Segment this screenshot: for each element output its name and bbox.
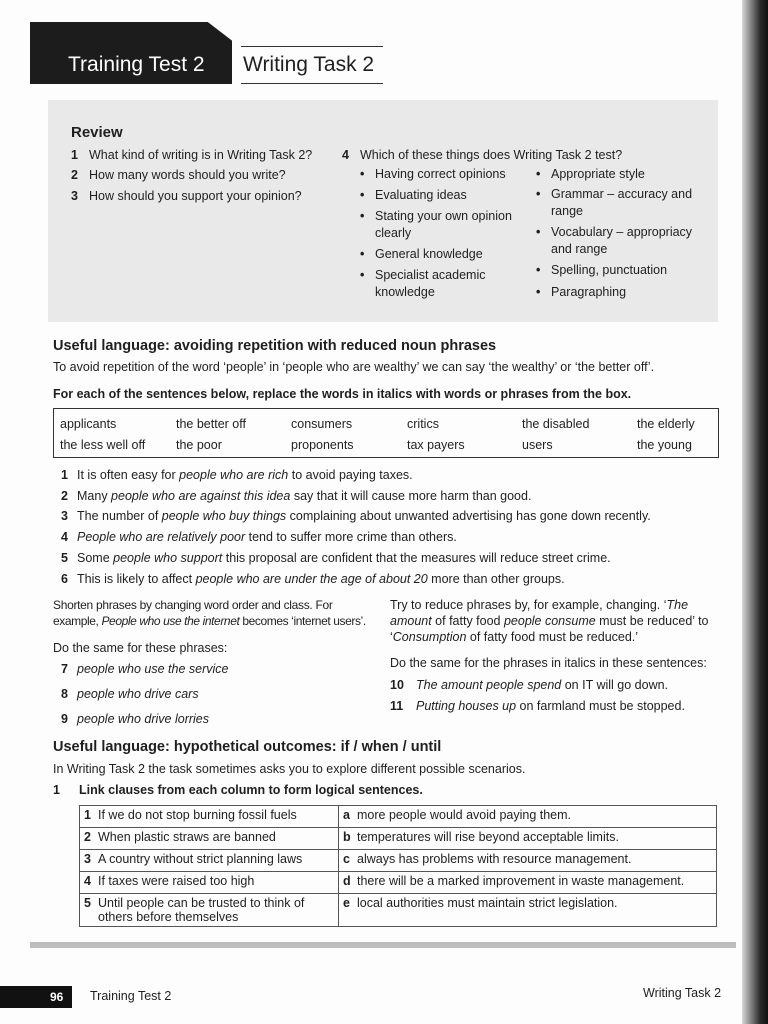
table-row xyxy=(80,872,717,894)
bullet-item: • General knowledge xyxy=(375,246,525,263)
bullet-item: • Stating your own opinion clearly xyxy=(375,208,525,242)
section-title: Useful language: hypothetical outcomes: if / when / until xyxy=(53,739,442,755)
section-instruction: For each of the sentences below, replace the words in italics with words or phrases from the box. xyxy=(53,387,632,401)
table-cell: a more people would avoid paying them. xyxy=(339,806,717,828)
review-question: 2 How many words should you write? xyxy=(71,168,286,182)
table-cell: 4 If taxes were raised too high xyxy=(80,872,339,894)
box-word: users xyxy=(522,438,553,452)
right-col-line: ‘Consumption of fatty food must be reduced.’ xyxy=(390,630,639,644)
box-word: the elderly xyxy=(637,417,695,431)
header-test-title: Training Test 2 xyxy=(68,53,205,76)
bottom-rule xyxy=(30,942,736,948)
table-cell: 2 When plastic straws are banned xyxy=(80,828,339,850)
section-title: Useful language: avoiding repetition with reduced noun phrases xyxy=(53,338,497,354)
exercise-sentence: 3 The number of people who buy things complaining about unwanted advertising has gone down recently. xyxy=(61,509,651,523)
review-question: 3 How should you support your opinion? xyxy=(71,189,302,203)
box-word: the less well off xyxy=(60,438,146,452)
box-word: the poor xyxy=(176,438,222,452)
bullet-item: • Evaluating ideas xyxy=(375,187,525,204)
table-cell: d there will be a marked improvement in waste management. xyxy=(339,872,717,894)
bullet-item: • Having correct opinions xyxy=(375,166,525,183)
word-box xyxy=(53,408,719,458)
header-task-title: Writing Task 2 xyxy=(241,46,383,84)
table-cell: 5 Until people can be trusted to think of others before themselves xyxy=(80,894,339,927)
page-number: 96 xyxy=(50,990,64,1004)
box-word: the better off xyxy=(176,417,246,431)
bullet-item: • Grammar – accuracy and range xyxy=(551,186,706,220)
exercise-sentence: 5 Some people who support this proposal are confident that the measures will reduce street crime. xyxy=(61,551,611,565)
box-word: the young xyxy=(637,438,692,452)
box-word: applicants xyxy=(60,417,117,431)
box-word: critics xyxy=(407,417,439,431)
table-cell: b temperatures will rise beyond acceptable limits. xyxy=(339,828,717,850)
exercise-sentence: 2 Many people who are against this idea say that it will cause more harm than good. xyxy=(61,489,532,503)
review-question: 1 What kind of writing is in Writing Task 2? xyxy=(71,148,313,162)
phrase-sentence: 11 Putting houses up on farmland must be stopped. xyxy=(390,699,685,713)
footer-task-title: Writing Task 2 xyxy=(643,986,722,1000)
left-col-line: Shorten phrases by changing word order and class. For xyxy=(53,598,333,612)
table-cell: 3 A country without strict planning laws xyxy=(80,850,339,872)
section-intro: To avoid repetition of the word ‘people’ in ‘people who are wealthy’ we can say ‘the wealthy’ or ‘the better off’. xyxy=(53,360,655,374)
section-instruction: 1 Link clauses from each column to form logical sentences. xyxy=(53,783,423,797)
section-intro: In Writing Task 2 the task sometimes asks you to explore different possible scenarios. xyxy=(53,762,526,776)
page-edge-shadow xyxy=(742,0,768,1024)
box-word: tax payers xyxy=(407,438,465,452)
bullet-item: • Vocabulary – appropriacy and range xyxy=(551,224,706,258)
exercise-sentence: 6 This is likely to affect people who are under the age of about 20 more than other groups. xyxy=(61,572,565,586)
right-col-line: amount of fatty food people consume must be reduced’ to xyxy=(390,614,709,628)
box-word: proponents xyxy=(291,438,354,452)
link-clauses-table xyxy=(79,805,717,927)
box-word: consumers xyxy=(291,417,353,431)
table-cell: 1 If we do not stop burning fossil fuels xyxy=(80,806,339,828)
bullet-item: • Spelling, punctuation xyxy=(551,262,711,279)
right-col-do-same: Do the same for the phrases in italics in these sentences: xyxy=(390,656,707,670)
footer-test-title: Training Test 2 xyxy=(90,989,172,1003)
review-question-4: 4 Which of these things does Writing Task 2 test? xyxy=(342,148,623,162)
table-row xyxy=(80,806,717,828)
left-col-do-same: Do the same for these phrases: xyxy=(53,641,228,655)
table-row xyxy=(80,828,717,850)
bullet-item: • Specialist academic knowledge xyxy=(375,267,505,301)
phrase-item: 9 people who drive lorries xyxy=(61,712,210,726)
bullet-item: • Appropriate style xyxy=(551,166,711,183)
table-cell: e local authorities must maintain strict legislation. xyxy=(339,894,717,927)
table-row xyxy=(80,894,717,927)
table-row xyxy=(80,850,717,872)
phrase-item: 8 people who drive cars xyxy=(61,687,199,701)
table-cell: c always has problems with resource management. xyxy=(339,850,717,872)
right-col-line: Try to reduce phrases by, for example, changing. ‘The xyxy=(390,598,689,612)
exercise-sentence: 4 People who are relatively poor tend to suffer more crime than others. xyxy=(61,530,457,544)
phrase-item: 7 people who use the service xyxy=(61,662,229,676)
phrase-sentence: 10 The amount people spend on IT will go down. xyxy=(390,678,669,692)
left-col-line: example, People who use the internet becomes ‘internet users’. xyxy=(53,614,366,628)
review-title: Review xyxy=(71,124,123,141)
box-word: the disabled xyxy=(522,417,590,431)
exercise-sentence: 1 It is often easy for people who are rich to avoid paying taxes. xyxy=(61,468,413,482)
bullet-item: • Paragraphing xyxy=(551,284,711,301)
